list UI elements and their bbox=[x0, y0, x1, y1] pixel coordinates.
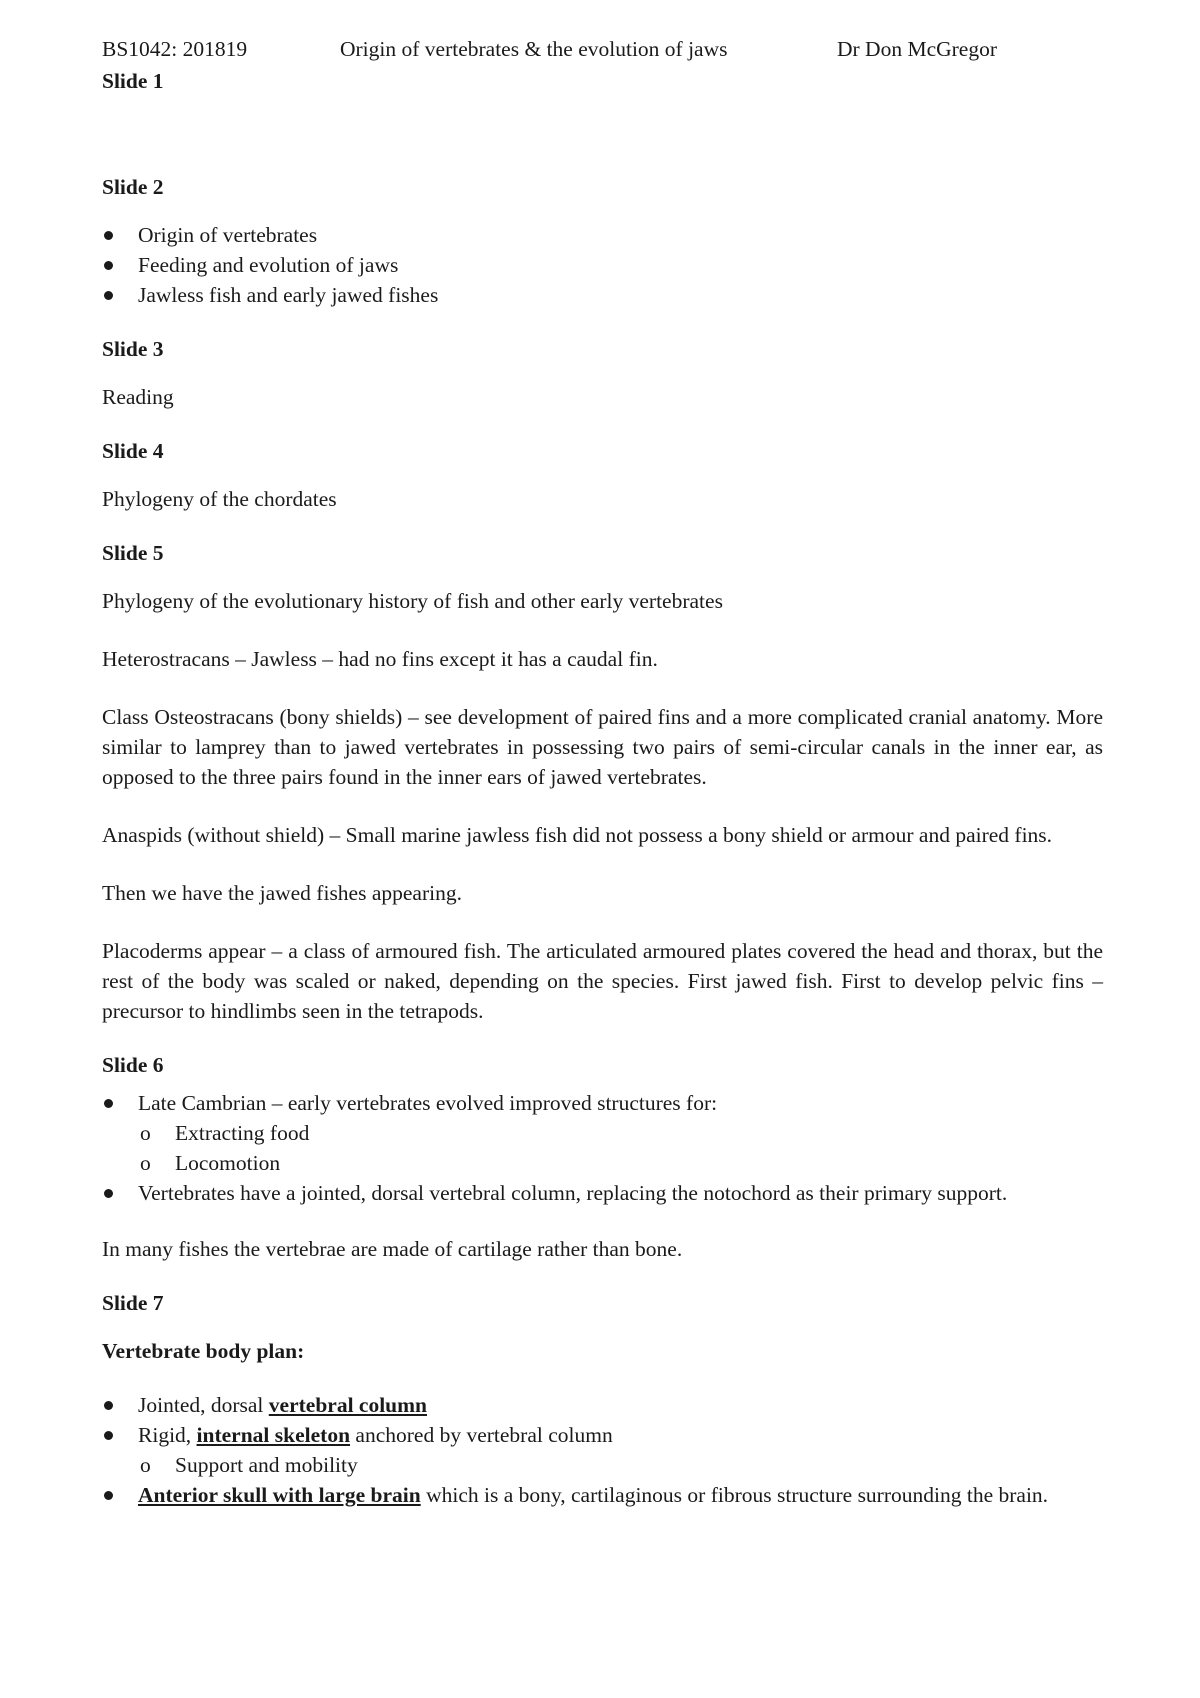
list-item-text: Jointed, dorsal bbox=[138, 1393, 269, 1417]
list-item bbox=[102, 1088, 1103, 1178]
slide-5-paragraph: Placoderms appear – a class of armoured fish. The articulated armoured plates covered the head and thorax, but the rest of the body was scaled or naked, depending on the species. First jawed fish. First to develop pelvic fins – precursor to hindlimbs seen in the tetrapods. bbox=[102, 939, 1103, 1023]
slide-6-list bbox=[102, 1088, 1103, 1208]
slide-7-list bbox=[102, 1390, 1103, 1510]
list-item bbox=[102, 1480, 1103, 1510]
list-item-text: Late Cambrian – early vertebrates evolved improved structures for: bbox=[138, 1091, 718, 1115]
slide-5-paragraph: Anaspids (without shield) – Small marine jawless fish did not possess a bony shield or armour and paired fins. bbox=[102, 823, 1053, 847]
slide-4-text: Phylogeny of the chordates bbox=[102, 487, 337, 511]
list-item: Feeding and evolution of jaws bbox=[102, 250, 1103, 280]
slide-2-heading: Slide 2 bbox=[102, 175, 164, 199]
page-header bbox=[102, 34, 1103, 66]
list-item: Vertebrates have a jointed, dorsal vertebral column, replacing the notochord as their primary support. bbox=[102, 1178, 1103, 1208]
slide-6-note: In many fishes the vertebrae are made of cartilage rather than bone. bbox=[102, 1237, 683, 1261]
course-code: BS1042: 201819 bbox=[102, 37, 248, 61]
sub-list bbox=[102, 1450, 1103, 1480]
slide-5-paragraph: Phylogeny of the evolutionary history of fish and other early vertebrates bbox=[102, 589, 723, 613]
list-item: Origin of vertebrates bbox=[102, 220, 1103, 250]
list-item bbox=[102, 1390, 1103, 1420]
key-term: vertebral column bbox=[268, 1393, 428, 1417]
slide-3-text: Reading bbox=[102, 385, 174, 409]
slide-5-paragraph: Class Osteostracans (bony shields) – see development of paired fins and a more complicated cranial anatomy. More similar to lamprey than to jawed vertebrates in possessing two pairs of semi-circular canals in the inner ear, as opposed to the three pairs found in the inner ears of jawed vertebrates. bbox=[102, 705, 1103, 789]
key-term: Anterior skull with large brain bbox=[138, 1483, 421, 1507]
slide-5-paragraph: Heterostracans – Jawless – had no fins except it has a caudal fin. bbox=[102, 647, 658, 671]
author-name: Dr Don McGregor bbox=[837, 37, 998, 61]
slide-6-heading: Slide 6 bbox=[102, 1053, 164, 1077]
slide-7-subheading: Vertebrate body plan: bbox=[102, 1339, 305, 1363]
slide-1-heading: Slide 1 bbox=[102, 69, 164, 93]
sub-list-item: o Locomotion bbox=[102, 1148, 1103, 1178]
list-item bbox=[102, 1420, 1103, 1480]
list-item-text: Rigid, bbox=[138, 1423, 197, 1447]
list-item: Jawless fish and early jawed fishes bbox=[102, 280, 1103, 310]
list-item-text: which is a bony, cartilaginous or fibrous structure surrounding the brain. bbox=[420, 1483, 1049, 1507]
document-title: Origin of vertebrates & the evolution of jaws bbox=[340, 37, 728, 61]
slide-3-heading: Slide 3 bbox=[102, 337, 164, 361]
list-item-text: anchored by vertebral column bbox=[350, 1423, 613, 1447]
slide-2-list bbox=[102, 220, 1103, 310]
sub-list-item: o Extracting food bbox=[102, 1118, 1103, 1148]
key-term: internal skeleton bbox=[196, 1423, 351, 1447]
slide-4-heading: Slide 4 bbox=[102, 439, 164, 463]
sub-list-item: o Support and mobility bbox=[102, 1450, 1103, 1480]
slide-5-heading: Slide 5 bbox=[102, 541, 164, 565]
sub-list bbox=[102, 1118, 1103, 1178]
slide-7-heading: Slide 7 bbox=[102, 1291, 164, 1315]
slide-5-paragraph: Then we have the jawed fishes appearing. bbox=[102, 881, 462, 905]
document-page bbox=[102, 34, 1103, 1510]
